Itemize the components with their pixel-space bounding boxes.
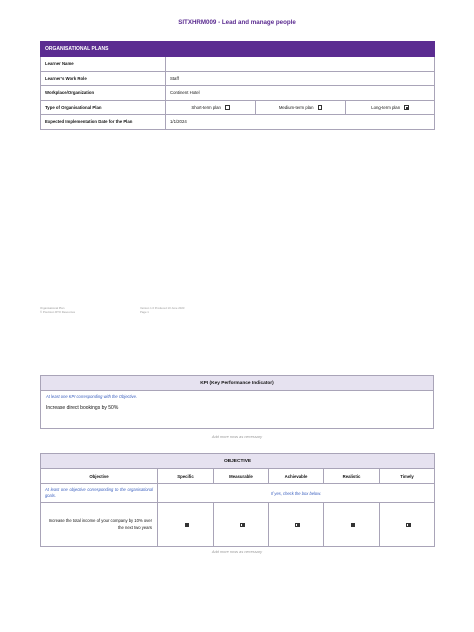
col-achievable: Achievable xyxy=(269,469,324,484)
workplace-label: Workplace/Organization xyxy=(41,86,166,101)
checkbox-icon[interactable] xyxy=(404,105,409,110)
page-footer-middle xyxy=(140,307,184,314)
add-more-rows-note: Add more rows as necessary xyxy=(211,549,263,554)
work-role-label: Learner’s Work Role xyxy=(41,71,166,86)
footer-version: Version 1.0 Produced 10 June 2023 xyxy=(140,306,185,310)
measurable-check-cell[interactable] xyxy=(214,503,269,547)
col-objective: Objective xyxy=(41,469,158,484)
long-term-plan-label: Long-term plan xyxy=(371,104,401,110)
checkbox-icon[interactable] xyxy=(240,523,245,528)
medium-term-plan-label: Medium-term plan xyxy=(278,104,314,110)
long-term-plan-option[interactable] xyxy=(346,100,435,115)
checkbox-icon[interactable] xyxy=(225,105,230,110)
short-term-plan-option[interactable] xyxy=(166,100,256,115)
workplace-value[interactable]: Continent Hotel xyxy=(166,86,435,101)
kpi-table xyxy=(40,375,434,429)
kpi-value: Increase direct bookings by 50% xyxy=(46,405,119,411)
checkbox-icon[interactable] xyxy=(295,523,300,528)
kpi-hint: At least one KPI corresponding with the Objective. xyxy=(46,394,138,399)
achievable-check-cell[interactable] xyxy=(269,503,324,547)
kpi-header: KPI (Key Performance Indicator) xyxy=(41,376,434,391)
col-specific: Specific xyxy=(158,469,214,484)
page-footer-left xyxy=(40,307,75,314)
implementation-date-label: Expected Implementation Date for the Plan xyxy=(41,115,166,130)
footer-copyright: © Precision RTO Resources xyxy=(40,309,76,314)
short-term-plan-label: Short-term plan xyxy=(191,104,221,110)
objective-hint: At least one objective corresponding to the organisational goals. xyxy=(41,484,158,503)
kpi-cell[interactable] xyxy=(41,391,434,429)
footer-page-number: Page 1 xyxy=(140,309,149,314)
learner-name-value[interactable] xyxy=(166,57,435,72)
org-plans-header: ORGANISATIONAL PLANS xyxy=(41,42,435,57)
learner-name-label: Learner Name xyxy=(41,57,166,72)
medium-term-plan-option[interactable] xyxy=(256,100,346,115)
objective-table xyxy=(40,453,435,547)
plan-type-label: Type of Organisational Plan xyxy=(41,100,166,115)
implementation-date-value[interactable]: 1/1/2024 xyxy=(166,115,435,130)
checkbox-icon[interactable] xyxy=(185,523,190,528)
col-timely: Timely xyxy=(380,469,435,484)
objective-text[interactable]: Increase the total income of your company by 10% over the next two years xyxy=(41,503,158,547)
document-title: SITXHRM009 - Lead and manage people xyxy=(178,19,296,26)
add-more-rows-note: Add more rows as necessary xyxy=(211,434,263,439)
timely-check-cell[interactable] xyxy=(380,503,435,547)
work-role-value[interactable]: Staff xyxy=(166,71,435,86)
col-measurable: Measurable xyxy=(214,469,269,484)
organisational-plans-table xyxy=(40,41,435,130)
objective-header: OBJECTIVE xyxy=(41,454,435,469)
checkbox-icon[interactable] xyxy=(406,523,411,528)
checkbox-icon[interactable] xyxy=(351,523,356,528)
footer-doc-name: Organisational Plan xyxy=(40,306,65,310)
realistic-check-cell[interactable] xyxy=(324,503,380,547)
specific-check-cell[interactable] xyxy=(158,503,214,547)
smart-check-hint: If yes, check the box below. xyxy=(158,484,435,503)
col-realistic: Realistic xyxy=(324,469,380,484)
checkbox-icon[interactable] xyxy=(318,105,323,110)
